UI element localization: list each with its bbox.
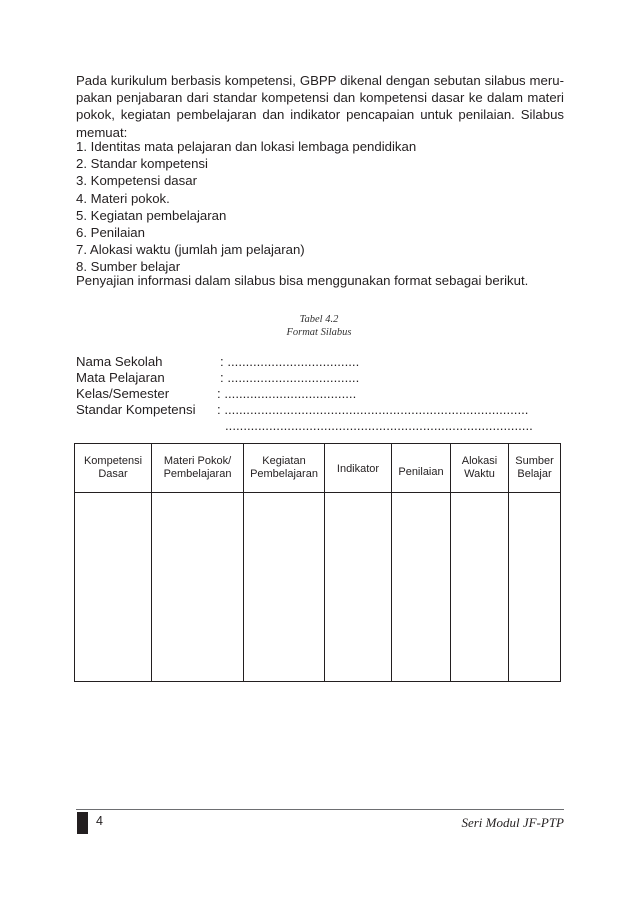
form-value-dots: : ....................................: [220, 354, 360, 369]
header-alokasi-waktu: Alokasi Waktu: [451, 444, 509, 493]
table-cell: [392, 493, 451, 682]
list-item: 2. Standar kompetensi: [76, 156, 208, 172]
table-cell: [244, 493, 325, 682]
table-row: [75, 493, 561, 682]
table-cell: [451, 493, 509, 682]
table-caption-number: Tabel 4.2: [299, 314, 339, 325]
form-value-dots: : ....................................: [217, 386, 357, 401]
table-cell: [152, 493, 244, 682]
form-label: Mata Pelajaran: [76, 370, 165, 385]
list-item: 4. Materi pokok.: [76, 190, 170, 206]
silabus-content-list: [76, 138, 564, 276]
header-penilaian: Penilaian: [392, 444, 451, 493]
list-item: 8. Sumber belajar: [76, 259, 181, 275]
closing-sentence: Penyajian informasi dalam silabus bisa menggunakan format sebagai berikut.: [76, 273, 529, 288]
silabus-format-table: [74, 443, 561, 682]
list-item: 7. Alokasi waktu (jumlah jam pelajaran): [76, 242, 305, 258]
header-kegiatan-pembelajaran: Kegiatan Pembelajaran: [244, 444, 325, 493]
table-header-row: [75, 444, 561, 493]
form-label: Standar Kompetensi: [76, 402, 196, 417]
footer-divider: [76, 809, 564, 810]
table-cell: [325, 493, 392, 682]
header-sumber-belajar: Sumber Belajar: [509, 444, 561, 493]
table-caption-title: Format Silabus: [286, 327, 352, 338]
series-title: Seri Modul JF-PTP: [461, 815, 564, 830]
list-item: 1. Identitas mata pelajaran dan lokasi lembaga pendidikan: [76, 139, 417, 154]
list-item: 3. Kompetensi dasar: [76, 173, 197, 189]
table-cell: [75, 493, 152, 682]
form-label: Kelas/Semester: [76, 386, 170, 401]
form-value-dots: : ....................................: [220, 370, 360, 385]
table-cell: [509, 493, 561, 682]
list-item: 5. Kegiatan pembelajaran: [76, 207, 227, 223]
footer-page-marker: [77, 812, 88, 834]
form-label: Nama Sekolah: [76, 354, 163, 369]
page-number: 4: [96, 814, 103, 828]
header-materi-pokok: Materi Pokok/ Pembelajaran: [152, 444, 244, 493]
form-value-dots: : ...................................................................................: [217, 402, 529, 417]
header-kompetensi-dasar: Kompetensi Dasar: [75, 444, 152, 493]
form-value-dots: ....................................................................................: [225, 418, 533, 433]
intro-paragraph: Pada kurikulum berbasis kompetensi, GBPP dikenal dengan sebutan silabus meru-pakan penjabaran dari standar kompetensi dan kompetensi dasar ke dalam materi pokok, kegiatan pembelajaran dan indikator pencapaian untuk penilaian. Silabus memuat:: [76, 73, 564, 140]
header-indikator: Indikator: [325, 444, 392, 493]
list-item: 6. Penilaian: [76, 225, 145, 241]
